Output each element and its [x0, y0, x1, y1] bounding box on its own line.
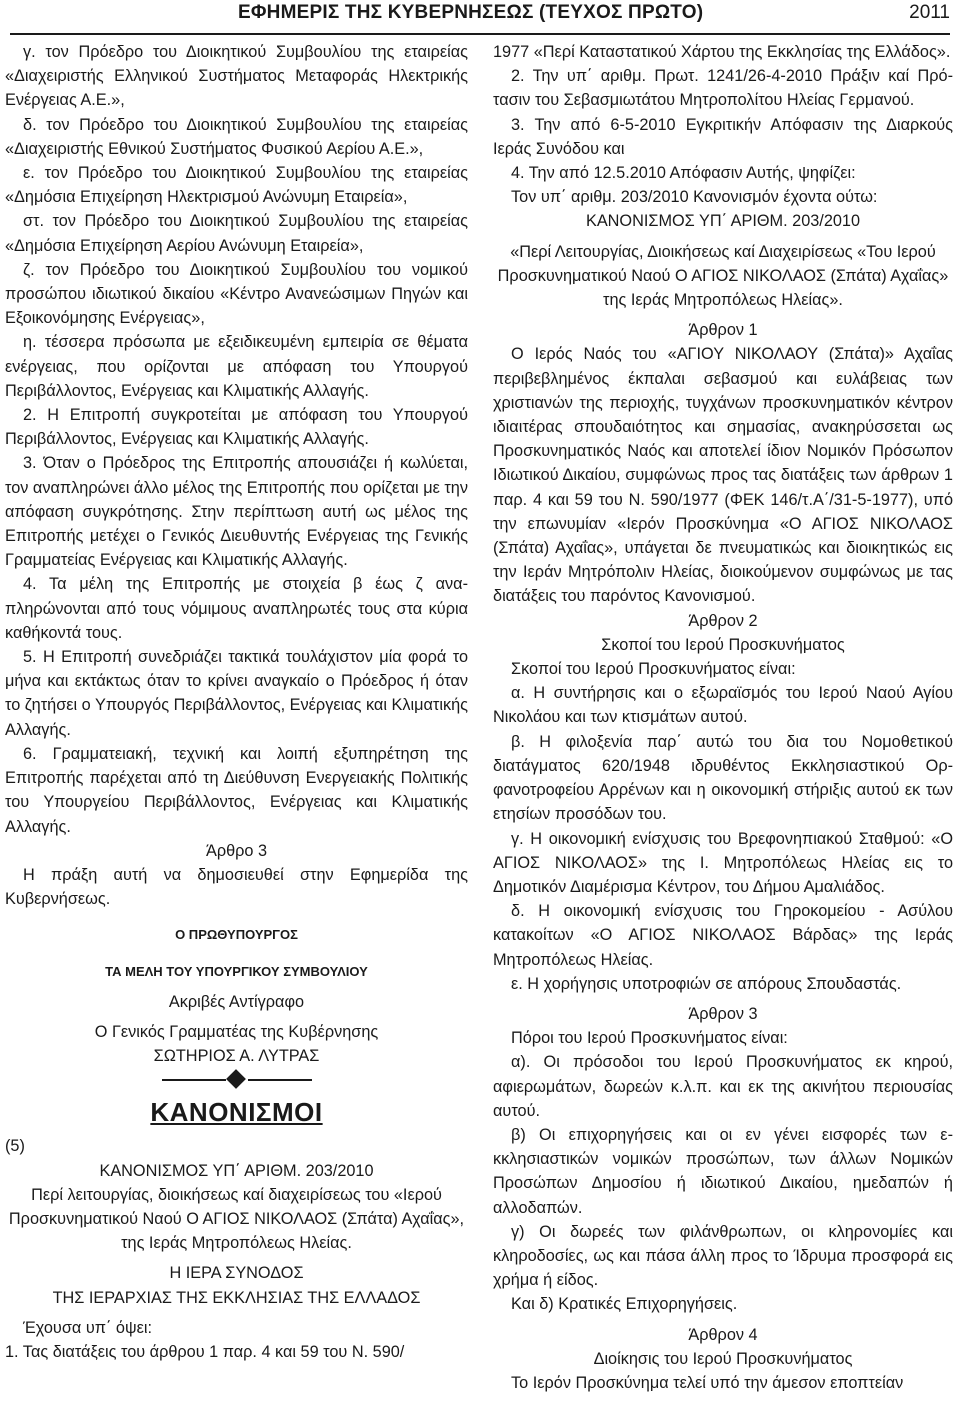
- article-2-c: γ. Η οικονομική ενίσχυσις του Βρεφονηπιακού Σταθμού: «Ο ΑΓΙΟΣ ΝΙΚΟΛΑΟΣ» της Ι. Μητροπόλεως Ηλείας εις το Δημοτικόν Διαμέρισμα Κέντρον, του Δήμου Αμαλιάδος.: [493, 829, 953, 896]
- regulation-index: (5): [5, 1137, 25, 1156]
- article-3-heading: Άρθρο 3: [205, 841, 268, 860]
- article-1-text: Ο Ιερός Ναός του «ΑΓΙΟΥ ΝΙΚΟΛΑΟΥ (Σπάτα)» Αχαΐας περιβεβλημένος έκπαλαι σεβασμού και ευλάβειας των χριστιανών της περιοχής, τυγχάνων προσκυνηματικόν κέντρον ιδιαιτέρας σπουδαιότητος και σημασίας, ανακηρύσσεται ως Προσκυνηματικός Ναός και αποτελεί ίδιον Νομικόν Πρόσωπον Ιδιωτικού Δικαίου, συμφώνως προς τας διατάξεις των άρθρων 1 παρ. 4 και 59 του Ν. 590/1977 (ΦΕΚ 146/τ.Α΄/31-5-1977), υπό την επωνυμίαν «Ιερόν Προσκύνημα «Ο ΑΓΙΟΣ ΝΙΚΟΛΑΟΣ (Σπάτα) Αχαΐας», υπάγεται δε πνευματικώς και διοικητικώς εις την Ιεράν Μητρόπολιν Ηλείας, διοικούμενον συμφώνως με τας διατάξεις του παρόντος Κανονισμού.: [493, 345, 953, 606]
- regulation-number: ΚΑΝΟΝΙΣΜΟΣ ΥΠ΄ ΑΡΙΘΜ. 203/2010: [99, 1161, 374, 1180]
- paragraph-3: 3. Όταν ο Πρόεδρος της Επιτροπής απουσιάζει ή κωλύεται, τον αναπληρώνει άλλο μέλος της Επιτροπής που ορίζεται με την απόφαση συγκρότησης. Στην περίπτωση αυτή ως μέλος της Επιτροπής μετέχει ο Γενικός Διευθυντής Ενέργειας της Γενικής Γραμματείας Ενέργειας και Κλιματικής Αλλαγής.: [5, 454, 468, 570]
- having-regard: Έχουσα υπ΄ όψει:: [23, 1318, 152, 1337]
- ornament-divider: [162, 1070, 312, 1090]
- regulation-description: Περί λειτουργίας, διοικήσεως καί διαχειρίσεως του «Ιερού Προσκυνηματικού Ναού Ο ΑΓΙΟΣ ΝΙΚΟΛΑΟΣ (Σπάτα) Αχαΐας», της Ιεράς Μητροπόλεως Ηλείας.: [8, 1185, 465, 1253]
- article-2-subtitle: Σκοποί του Ιερού Προσκυνήματος: [601, 635, 845, 654]
- clause-g: γ. τον Πρόεδρο του Διοικητικού Συμβουλίου της εταιρείας «Διαχειριστής Ελληνικού Συστήματος Μεταφοράς Ηλεκτρικής Ενέργειας Α.Ε.»,: [5, 43, 468, 110]
- section-title: ΚΑΝΟΝΙΣΜΟΙ: [150, 1097, 323, 1128]
- article-4-subtitle: Διοίκησις του Ιερού Προσκυνήματος: [593, 1349, 853, 1368]
- clause-e: ε. τον Πρόεδρο του Διοικητικού Συμβουλίου της εταιρείας «Δημόσια Επιχείρηση Ηλεκτρισμού Ανώνυμη Εταιρεία»,: [5, 164, 468, 207]
- article-1-heading: Άρθρον 1: [688, 321, 758, 340]
- item-3: 3. Την από 6-5-2010 Εγκριτικήν Απόφασιν της Διαρκούς Ιεράς Συνόδου και: [493, 115, 953, 158]
- clause-h: η. τέσσερα πρόσωπα με εξειδικευμένη εμπειρία σε θέματα ενέργειας, που ορίζονται με απόφαση του Υπουργού Περιβάλλοντος, Ενέργειας και Κλιματικής Αλλαγής.: [5, 333, 468, 400]
- prime-minister: Ο ΠΡΩΘΥΠΟΥΡΓΟΣ: [175, 927, 298, 943]
- cabinet-members: ΤΑ ΜΕΛΗ ΤΟΥ ΥΠΟΥΡΓΙΚΟΥ ΣΥΜΒΟΥΛΙΟΥ: [105, 963, 368, 979]
- regulation-subtitle: «Περί Λειτουργίας, Διοικήσεως καί Διαχειρίσεως «Του Ιερού Προσκυνηματικού Ναού Ο ΑΓΙΟΣ ΝΙΚΟΛΑΟΣ (Σπάτα) Αχαΐας» της Ιεράς Μητροπόλεως Ηλείας».: [497, 242, 949, 310]
- article-3-text: Η πράξη αυτή να δημοσιευθεί στην Εφημερίδα της Κυβερνήσεως.: [5, 865, 468, 909]
- left-column: [5, 40, 468, 1364]
- article-4-heading: Άρθρον 4: [688, 1325, 758, 1344]
- secretary-general-name: ΣΩΤΗΡΙΟΣ Α. ΛΥΤΡΑΣ: [153, 1047, 320, 1066]
- article-3-a: α). Οι πρόσοδοι του Ιερού Προσκυνήματος εκ κηρού, αφιερωμάτων, δωρεών κ.λ.π. και εκ της ακινήτου περιουσίας αυτού.: [493, 1053, 953, 1120]
- article-2-b: β. Η φιλοξενία παρ΄ αυτώ του δια του Νομοθετικού διατάγματος 620/1948 ιδρυθέντος Εκκλησιαστικού Ορφανοτροφείου Αρρένων και η οικονομική στήριξις αυτού εκ των ετησίων προσόδων του.: [493, 732, 953, 824]
- paragraph-4: 4. Τα μέλη της Επιτροπής με στοιχεία β έως ζ αναπληρώνονται από τους νόμιμους αναπληρωτές τους στα κύρια καθήκοντά τους.: [5, 575, 468, 642]
- secretary-general-title: Ο Γενικός Γραμματέας της Κυβέρνησης: [94, 1022, 379, 1041]
- article-2-heading: Άρθρον 2: [688, 611, 758, 630]
- paragraph-2: 2. Η Επιτροπή συγκροτείται με απόφαση του Υπουργού Περιβάλλοντος, Ενέργειας και Κλιματικής Αλλαγής.: [5, 406, 468, 449]
- item-1-continued: 1977 «Περί Καταστατικού Χάρτου της Εκκλησίας της Ελλάδος».: [493, 43, 951, 61]
- item-2: 2. Την υπ΄ αριθμ. Πρωτ. 1241/26-4-2010 Πράξιν καί Πρότασιν του Σεβασμιωτάτου Μητροπολίτου Ηλείας Γερμανού.: [493, 67, 953, 110]
- article-3-d: Και δ) Κρατικές Επιχορηγήσεις.: [511, 1295, 738, 1314]
- article-2-a: α. Η συντήρησις και ο εξωραϊσμός του Ιερού Ναού Αγίου Νικολάου και των κτισμάτων αυτού.: [493, 684, 953, 727]
- header-rule: [10, 33, 950, 35]
- article-3-b: β) Οι επιχορηγήσεις και οι εν γένει εισφορές των εκκλησιαστικών νομικών προσώπων, των άλλων Νομικών Προσώπων Δημοσίου ή ιδιωτικού Δικαίου, ημεδαπών ή αλλοδαπών.: [493, 1125, 953, 1217]
- regulation-title: ΚΑΝΟΝΙΣΜΟΣ ΥΠ΄ ΑΡΙΘΜ. 203/2010: [585, 212, 861, 231]
- gazette-title: ΕΦΗΜΕΡΙΣ ΤΗΣ ΚΥΒΕΡΝΗΣΕΩΣ (ΤΕΥΧΟΣ ΠΡΩΤΟ): [238, 2, 704, 23]
- right-column: [493, 40, 953, 1395]
- page-header: [0, 0, 960, 44]
- article-2-e: ε. Η χορήγησις υποτροφιών σε απόρους Σπουδαστάς.: [511, 974, 902, 993]
- article-3-heading-right: Άρθρον 3: [688, 1004, 758, 1023]
- paragraph-6: 6. Γραμματειακή, τεχνική και λοιπή εξυπηρέτηση της Επιτροπής παρέχεται από τη Διεύθυνση Ενεργειακής Πολιτικής του Υπουργείου Περιβάλλοντος, Ενέργειας και Κλιματικής Αλλαγής.: [5, 744, 468, 836]
- article-3-intro: Πόροι του Ιερού Προσκυνήματος είναι:: [511, 1029, 788, 1048]
- page-number: 2011: [909, 2, 950, 23]
- clause-z: ζ. τον Πρόεδρο του Διοικητικού Συμβουλίου του νομικού προσώπου ιδιωτικού δικαίου «Κέντρο Ανανεώσιμων Πηγών και Εξοικονόμησης Ενέργειας»,: [5, 260, 468, 328]
- synod-title: Η ΙΕΡΑ ΣΥΝΟΔΟΣ: [169, 1264, 304, 1283]
- article-4-text: Το Ιερόν Προσκύνημα τελεί υπό την άμεσον εποπτείαν: [511, 1373, 904, 1392]
- item-4-continued: Τον υπ΄ αριθμ. 203/2010 Κανονισμόν έχοντα ούτω:: [511, 188, 878, 207]
- paragraph-5: 5. Η Επιτροπή συνεδριάζει τακτικά τουλάχιστον μία φορά το μήνα και εκτάκτως όταν το κρίνει αναγκαίο ο Πρόεδρος ή όταν το ζητήσει ο Υπουργός Περιβάλλοντος, Ενέργειας και Κλιματικής Αλλαγής.: [5, 648, 468, 739]
- clause-st: στ. τον Πρόεδρο του Διοικητικού Συμβουλίου της εταιρείας «Δημόσια Επιχείρηση Αερίου Ανώνυμη Εταιρεία»,: [5, 212, 468, 255]
- item-1: 1. Τας διατάξεις του άρθρου 1 παρ. 4 και 59 του Ν. 590/: [5, 1342, 405, 1361]
- clause-d: δ. τον Πρόεδρο του Διοικητικού Συμβουλίου της εταιρείας «Διαχειριστής Εθνικού Συστήματος Φυσικού Αερίου Α.Ε.»,: [5, 115, 468, 158]
- synod-subtitle: ΤΗΣ ΙΕΡΑΡΧΙΑΣ ΤΗΣ ΕΚΚΛΗΣΙΑΣ ΤΗΣ ΕΛΛΑΔΟΣ: [52, 1288, 421, 1307]
- true-copy: Ακριβές Αντίγραφο: [168, 992, 305, 1011]
- article-2-d: δ. Η οικονομική ενίσχυσις του Γηροκομείου - Ασύλου κατακοίτων «Ο ΑΓΙΟΣ ΝΙΚΟΛΑΟΣ Βάρδας» της Ιεράς Μητροπόλεως Ηλείας.: [493, 902, 953, 969]
- article-2-intro: Σκοποί του Ιερού Προσκυνήματος είναι:: [511, 660, 796, 679]
- article-3-c: γ) Οι δωρεές των φιλάνθρωπων, οι κληρονομίες και κληροδοσίες, ως και πάσα άλλη προς το Ίδρυμα προσφορά εις χρήμα ή είδος.: [493, 1222, 953, 1290]
- item-4: 4. Την από 12.5.2010 Απόφασιν Αυτής, ψηφίζει:: [511, 164, 856, 183]
